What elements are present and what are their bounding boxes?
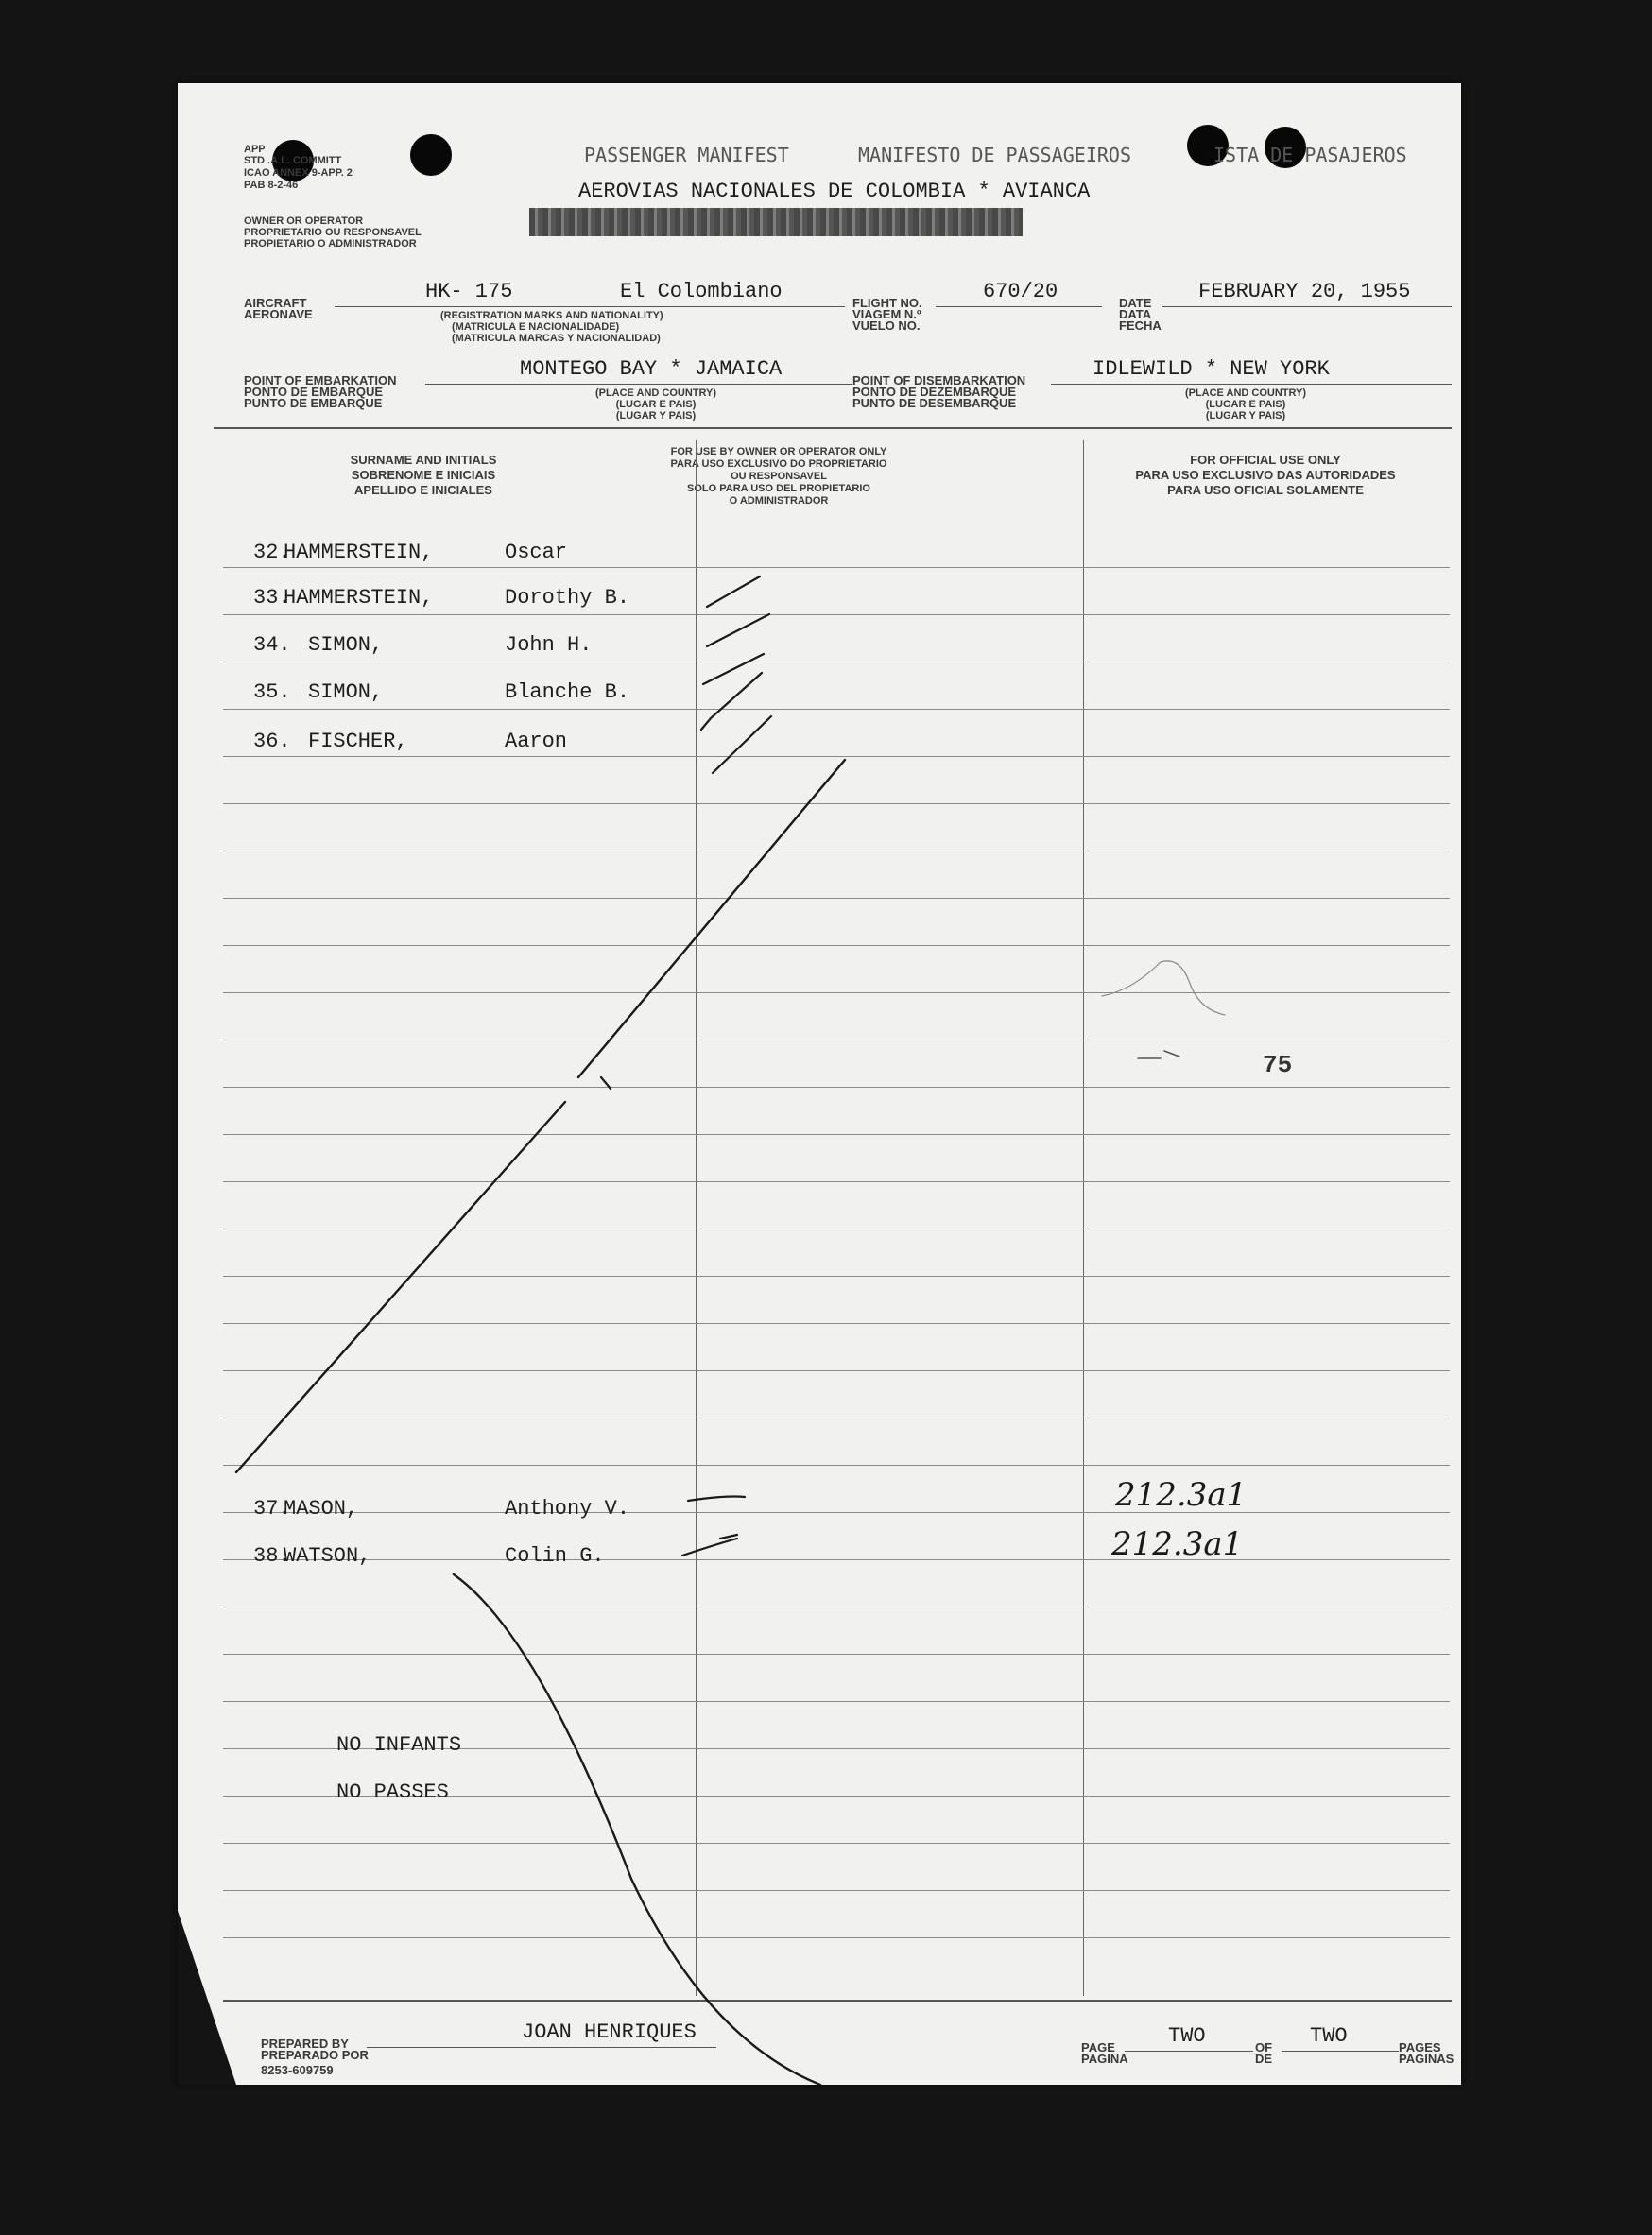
check-mark	[713, 716, 771, 773]
flight-number: 670/20	[983, 280, 1058, 303]
aircraft-label: AIRCRAFT	[244, 296, 307, 310]
embarkation-label-en: POINT OF EMBARKATION	[244, 373, 397, 387]
prepared-label-en: PREPARED BY	[261, 2037, 349, 2051]
title-portuguese: MANIFESTO DE PASSAGEIROS	[858, 144, 1131, 166]
of-label-es: DE	[1255, 2052, 1273, 2066]
col2-header-5: O ADMINISTRADOR	[729, 495, 829, 507]
aircraft-label-alt: AERONAVE	[244, 307, 313, 321]
passenger-number: 38.	[253, 1544, 291, 1568]
col3-header-pt: PARA USO EXCLUSIVO DAS AUTORIDADES	[1135, 468, 1396, 482]
disembarkation-sub3: (LUGAR Y PAIS)	[1205, 410, 1286, 421]
col2-header-4: SOLO PARA USO DEL PROPIETARIO	[687, 483, 870, 494]
col3-header-es: PARA USO OFICIAL SOLAMENTE	[1167, 483, 1364, 497]
pages-label-en: PAGES	[1399, 2040, 1441, 2054]
embarkation-label-pt: PONTO DE EMBARQUE	[244, 385, 384, 399]
dash-mark	[688, 1497, 745, 1502]
disembarkation-label-en: POINT OF DISEMBARKATION	[852, 373, 1026, 387]
dash-mark	[682, 1535, 737, 1556]
embarkation-value: MONTEGO BAY * JAMAICA	[520, 357, 783, 381]
date-value: FEBRUARY 20, 1955	[1198, 280, 1411, 303]
aircraft-sub2: (MATRICULA E NACIONALIDADE)	[452, 321, 620, 333]
col1-header-es: APELLIDO E INICIALES	[354, 483, 492, 497]
official-code-mason: 212.3a1	[1115, 1476, 1248, 1514]
of-value: TWO	[1310, 2024, 1348, 2048]
prepared-label-pt: PREPARADO POR	[261, 2048, 369, 2062]
owner-value: AEROVIAS NACIONALES DE COLOMBIA * AVIANCA	[578, 180, 1091, 203]
aircraft-name: El Colombiano	[620, 280, 783, 303]
col1-header-pt: SOBRENOME E INICIAIS	[351, 468, 496, 482]
print-code: 8253-609759	[261, 2063, 334, 2077]
passenger-given: Anthony V.	[505, 1497, 630, 1521]
form-ref-line2: STD .A.L. COMMITT	[244, 155, 342, 166]
page-label-es: PAGINA	[1081, 2052, 1128, 2066]
date-label-en: DATE	[1119, 296, 1152, 310]
passenger-given: John H.	[505, 633, 593, 657]
owner-label-es: PROPIETARIO O ADMINISTRADOR	[244, 238, 417, 249]
passenger-surname: HAMMERSTEIN,	[284, 586, 434, 610]
aircraft-registration: HK- 175	[425, 280, 513, 303]
form-ref-line4: PAB 8-2-46	[244, 180, 299, 191]
col2-header-2: PARA USO EXCLUSIVO DO PROPRIETARIO	[670, 458, 887, 470]
passenger-number: 33.	[253, 586, 291, 610]
page-label-en: PAGE	[1081, 2040, 1115, 2054]
disembarkation-label-es: PUNTO DE DESEMBARQUE	[852, 396, 1017, 410]
passenger-surname: MASON,	[284, 1497, 359, 1521]
official-number: 75	[1263, 1051, 1293, 1079]
passenger-given: Oscar	[505, 541, 568, 564]
void-slash-upper	[236, 760, 845, 1472]
col1-header-en: SURNAME AND INITIALS	[350, 453, 497, 467]
passenger-number: 32.	[253, 541, 291, 564]
check-mark	[707, 576, 760, 607]
page-value: TWO	[1168, 2024, 1206, 2048]
embarkation-sub3: (LUGAR Y PAIS)	[615, 410, 697, 421]
disembarkation-sub2: (LUGAR E PAIS)	[1205, 399, 1286, 410]
check-mark	[707, 614, 769, 646]
disembarkation-label-pt: PONTO DE DEZEMBARQUE	[852, 385, 1017, 399]
passenger-number: 37.	[253, 1497, 291, 1521]
official-code-watson: 212.3a1	[1111, 1525, 1244, 1563]
manifest-sheet	[178, 83, 1461, 2085]
flight-label-en: FLIGHT NO.	[852, 296, 922, 310]
date-label-pt: DATA	[1119, 307, 1152, 321]
note-infants: NO INFANTS	[336, 1733, 462, 1757]
embarkation-sub1: (PLACE AND COUNTRY)	[594, 387, 717, 399]
flight-label-pt: VIAGEM N.º	[852, 307, 921, 321]
embarkation-label-es: PUNTO DE EMBARQUE	[244, 396, 383, 410]
passenger-number: 35.	[253, 680, 291, 704]
date-label-es: FECHA	[1119, 318, 1162, 333]
passenger-surname: SIMON,	[308, 633, 384, 657]
embarkation-sub2: (LUGAR E PAIS)	[615, 399, 697, 410]
passenger-number: 34.	[253, 633, 291, 657]
void-slash-lower	[454, 1574, 820, 2085]
flight-label-es: VUELO NO.	[852, 318, 921, 333]
col3-header-en: FOR OFFICIAL USE ONLY	[1190, 453, 1341, 467]
preparer-name: JOAN HENRIQUES	[522, 2020, 697, 2044]
passenger-surname: SIMON,	[308, 680, 384, 704]
owner-label-pt: PROPRIETARIO OU RESPONSAVEL	[244, 227, 422, 238]
note-passes: NO PASSES	[336, 1780, 449, 1804]
title-english: PASSENGER MANIFEST	[584, 144, 789, 166]
passenger-surname: HAMMERSTEIN,	[284, 541, 434, 564]
disembarkation-value: IDLEWILD * NEW YORK	[1093, 357, 1330, 381]
owner-label-en: OWNER OR OPERATOR	[244, 215, 364, 227]
passenger-given: Blanche B.	[505, 680, 630, 704]
passenger-given: Aaron	[505, 730, 568, 753]
of-label-en: OF	[1255, 2040, 1273, 2054]
pages-label-es: PAGINAS	[1399, 2052, 1454, 2066]
col2-header-1: FOR USE BY OWNER OR OPERATOR ONLY	[670, 446, 887, 457]
aircraft-sub1: (REGISTRATION MARKS AND NATIONALITY)	[440, 310, 663, 321]
faint-scribble	[1102, 961, 1225, 1015]
passenger-surname: FISCHER,	[308, 730, 408, 753]
form-ref-line1: APP	[244, 144, 266, 155]
faint-scribble	[1138, 1051, 1179, 1058]
passenger-surname: WATSON,	[284, 1544, 371, 1568]
aircraft-sub3: (MATRICULA MARCAS Y NACIONALIDAD)	[452, 333, 661, 344]
col2-header-3: OU RESPONSAVEL	[731, 471, 827, 482]
passenger-number: 36.	[253, 730, 291, 753]
passenger-given: Dorothy B.	[505, 586, 630, 610]
disembarkation-sub1: (PLACE AND COUNTRY)	[1184, 387, 1307, 399]
form-ref-line3: ICAO ANNEX 9-APP. 2	[244, 167, 353, 179]
pen-marks	[178, 83, 1461, 2085]
title-spanish: ISTA DE PASAJEROS	[1213, 144, 1407, 166]
folded-corner	[178, 1911, 236, 2085]
pen-tick	[601, 1077, 611, 1089]
passenger-given: Colin G.	[505, 1544, 605, 1568]
